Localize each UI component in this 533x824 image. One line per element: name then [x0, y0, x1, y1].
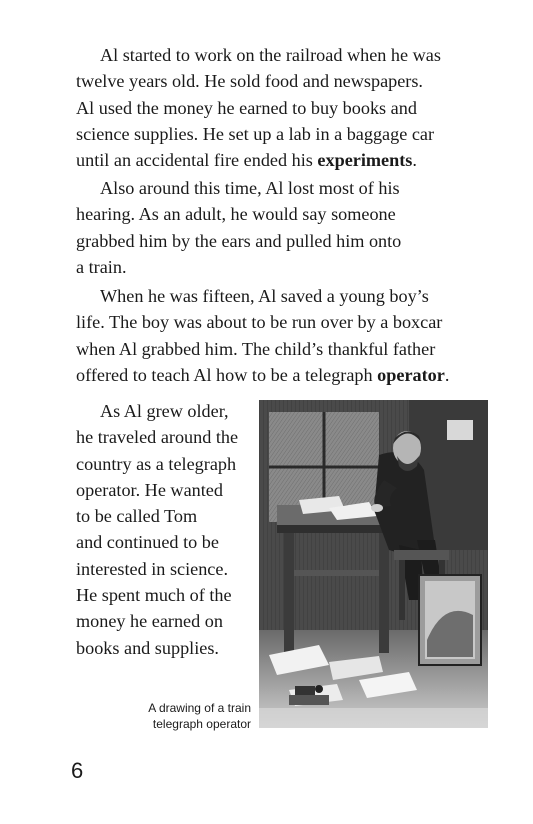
text-run: and continued to be — [76, 532, 219, 553]
text-run: He spent much of the — [76, 585, 232, 606]
text-run: until an accidental fire ended his — [76, 150, 318, 171]
text-run: Al started to work on the railroad when he was — [100, 45, 441, 65]
caption-line-1: A drawing of a train — [148, 701, 251, 715]
text-run: country as a telegraph — [76, 453, 237, 474]
paragraph-saved-boy — [76, 283, 496, 388]
glossary-term: operator — [377, 364, 445, 385]
caption-line-2: telegraph operator — [152, 717, 251, 731]
text-line — [76, 283, 496, 309]
text-line — [76, 175, 496, 201]
text-line — [76, 68, 496, 94]
text-line — [76, 121, 496, 147]
figure-caption — [148, 700, 251, 732]
text-line — [76, 362, 496, 388]
text-line — [76, 582, 266, 608]
text-run: Al used the money he earned to buy books and — [76, 97, 417, 118]
text-run: As Al grew older, — [100, 401, 229, 421]
text-line — [76, 309, 496, 335]
text-run: Also around this time, Al lost most of his — [100, 178, 400, 198]
page-number: 6 — [71, 758, 84, 783]
text-run: . — [412, 150, 417, 171]
text-line — [76, 201, 496, 227]
text-line — [76, 608, 266, 634]
text-line — [76, 556, 266, 582]
text-run: offered to teach Al how to be a telegraph — [76, 364, 378, 385]
text-run: hearing. As an adult, he would say someone — [76, 204, 396, 225]
text-line — [76, 503, 266, 529]
text-line — [76, 451, 266, 477]
text-line — [76, 477, 266, 503]
text-line — [76, 254, 496, 280]
text-run: he traveled around the — [76, 427, 239, 448]
paragraph-railroad-work — [76, 42, 496, 173]
text-run: grabbed him by the ears and pulled him onto — [76, 230, 402, 251]
text-run: money he earned on — [76, 611, 223, 632]
text-run: books and supplies. — [76, 637, 219, 658]
text-run: When he was fifteen, Al saved a young boy’s — [100, 286, 429, 306]
paragraph-hearing-loss — [76, 175, 496, 280]
text-run: twelve years old. He sold food and newspapers. — [76, 71, 423, 92]
text-line — [76, 228, 496, 254]
text-run: to be called Tom — [76, 506, 198, 527]
text-line — [76, 42, 496, 68]
glossary-term: experiments — [317, 150, 413, 171]
text-line — [76, 147, 496, 173]
text-line — [76, 424, 266, 450]
text-line — [76, 635, 266, 661]
text-run: life. The boy was about to be run over by a boxcar — [76, 312, 443, 333]
paragraph-telegraph-operator — [76, 398, 266, 661]
text-line — [76, 398, 266, 424]
text-run: interested in science. — [76, 558, 229, 579]
text-run: operator. He wanted — [76, 479, 223, 500]
text-run: science supplies. He set up a lab in a baggage car — [76, 123, 435, 144]
text-run: . — [444, 364, 450, 385]
text-line — [76, 529, 266, 555]
telegraph-operator-illustration — [259, 400, 488, 728]
text-run: when Al grabbed him. The child’s thankful father — [76, 338, 436, 359]
text-run: a train. — [76, 256, 127, 277]
text-line — [76, 95, 496, 121]
text-line — [76, 336, 496, 362]
